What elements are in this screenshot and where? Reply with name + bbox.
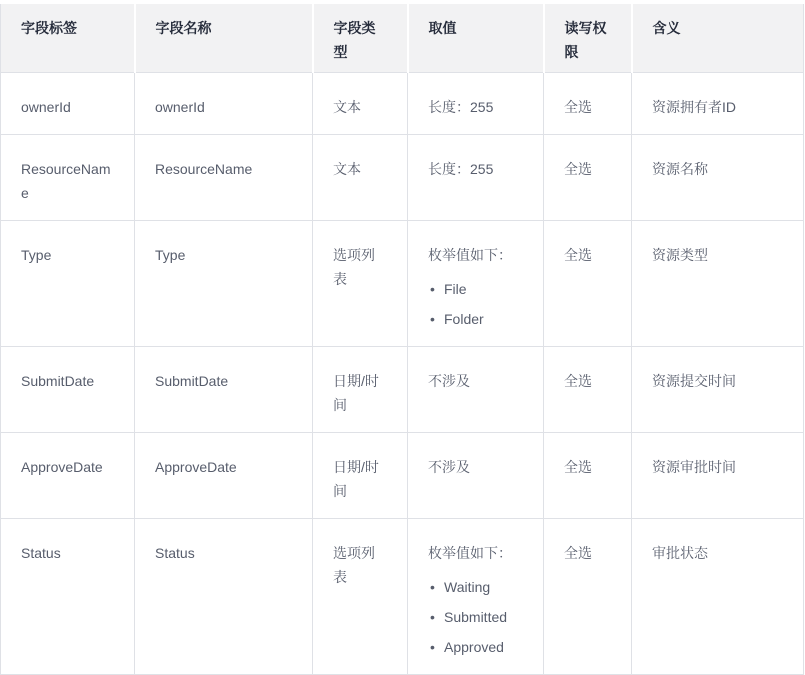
cell-field-name: ResourceName <box>135 135 313 221</box>
cell-permission: 全选 <box>544 221 632 347</box>
value-text: 枚举值如下： <box>428 545 512 561</box>
cell-field-type: 文本 <box>313 135 408 221</box>
table-row <box>1 433 804 519</box>
cell-value <box>408 73 544 135</box>
bullet-icon: • <box>430 609 435 625</box>
cell-permission: 全选 <box>544 73 632 135</box>
value-list-item <box>430 277 523 301</box>
value-list-item-text: Approved <box>444 639 504 655</box>
value-text: 不涉及 <box>428 459 470 475</box>
cell-field-label: SubmitDate <box>1 347 135 433</box>
cell-field-name: ownerId <box>135 73 313 135</box>
cell-field-type: 选项列表 <box>313 221 408 347</box>
cell-field-type: 日期/时间 <box>313 347 408 433</box>
table-row <box>1 73 804 135</box>
value-list-item-text: File <box>444 281 467 297</box>
cell-meaning: 资源名称 <box>632 135 804 221</box>
cell-field-label: Status <box>1 519 135 675</box>
cell-field-name: Status <box>135 519 313 675</box>
value-list-item-text: Folder <box>444 311 484 327</box>
cell-value <box>408 221 544 347</box>
table-row <box>1 519 804 675</box>
value-list-item <box>430 635 523 659</box>
bullet-icon: • <box>430 311 435 327</box>
column-header-value: 取值 <box>408 4 544 73</box>
value-list <box>428 277 523 331</box>
table-row <box>1 221 804 347</box>
cell-value <box>408 519 544 675</box>
cell-meaning: 资源拥有者ID <box>632 73 804 135</box>
column-header-field-type: 字段类型 <box>313 4 408 73</box>
value-text: 长度：255 <box>428 161 494 177</box>
column-header-meaning: 含义 <box>632 4 804 73</box>
cell-permission: 全选 <box>544 519 632 675</box>
cell-field-label: Type <box>1 221 135 347</box>
cell-value <box>408 347 544 433</box>
cell-meaning: 资源类型 <box>632 221 804 347</box>
field-definition-table <box>0 4 804 675</box>
cell-meaning: 资源提交时间 <box>632 347 804 433</box>
value-text: 枚举值如下： <box>428 247 512 263</box>
cell-meaning: 资源审批时间 <box>632 433 804 519</box>
value-text: 长度：255 <box>428 99 494 115</box>
value-list-item <box>430 605 523 629</box>
cell-field-type: 日期/时间 <box>313 433 408 519</box>
value-list-item-text: Waiting <box>444 579 491 595</box>
cell-field-label: ApproveDate <box>1 433 135 519</box>
cell-field-name: Type <box>135 221 313 347</box>
cell-value <box>408 433 544 519</box>
table-row <box>1 347 804 433</box>
cell-value <box>408 135 544 221</box>
cell-permission: 全选 <box>544 347 632 433</box>
cell-field-label: ownerId <box>1 73 135 135</box>
cell-field-label: ResourceName <box>1 135 135 221</box>
table-row <box>1 135 804 221</box>
value-list-item-text: Submitted <box>444 609 508 625</box>
cell-field-type: 选项列表 <box>313 519 408 675</box>
column-header-permission: 读写权限 <box>544 4 632 73</box>
column-header-field-label: 字段标签 <box>1 4 135 73</box>
bullet-icon: • <box>430 281 435 297</box>
cell-permission: 全选 <box>544 433 632 519</box>
value-list-item <box>430 307 523 331</box>
cell-meaning: 审批状态 <box>632 519 804 675</box>
value-list <box>428 575 523 659</box>
bullet-icon: • <box>430 579 435 595</box>
cell-field-name: SubmitDate <box>135 347 313 433</box>
table-header-row <box>1 4 804 73</box>
value-text: 不涉及 <box>428 373 470 389</box>
cell-permission: 全选 <box>544 135 632 221</box>
column-header-field-name: 字段名称 <box>135 4 313 73</box>
bullet-icon: • <box>430 639 435 655</box>
cell-field-name: ApproveDate <box>135 433 313 519</box>
value-list-item <box>430 575 523 599</box>
cell-field-type: 文本 <box>313 73 408 135</box>
